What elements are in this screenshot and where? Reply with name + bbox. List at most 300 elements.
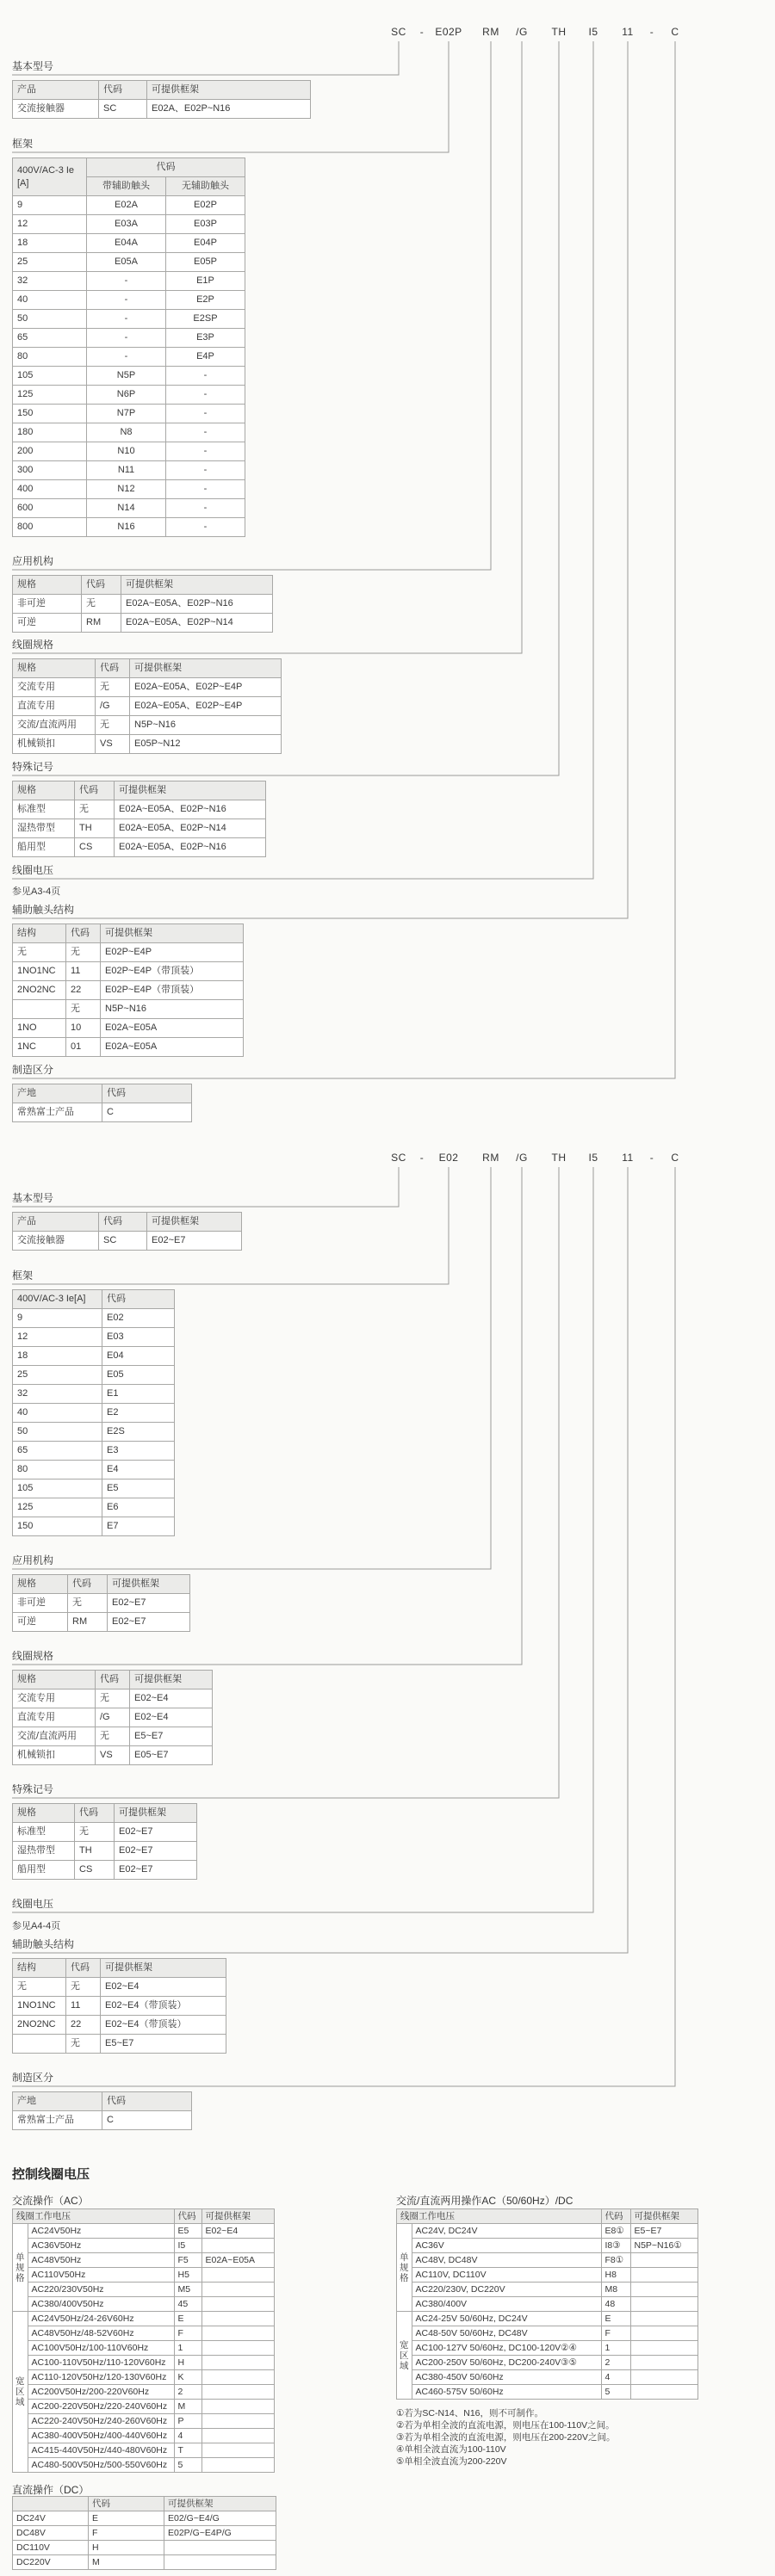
table-cell: E	[89, 2511, 164, 2526]
model-code-1	[0, 26, 775, 40]
table-cell: -	[166, 386, 245, 405]
aux-contact-table-1	[12, 924, 244, 1057]
table-row	[13, 1746, 213, 1765]
table-cell: C	[102, 2111, 192, 2130]
table-cell: -	[87, 329, 166, 348]
table-row	[13, 1404, 175, 1423]
table-cell: E02A~E05A、E02P~E4P	[130, 697, 282, 716]
column-header: 线圈工作电压	[13, 2209, 175, 2224]
table-row	[13, 405, 245, 423]
column-header: 代码	[66, 1959, 101, 1978]
table-row	[13, 1517, 175, 1536]
column-header: 可提供框架	[130, 1671, 213, 1690]
table-cell	[13, 1000, 66, 1019]
table-row	[13, 329, 245, 348]
table-row	[13, 1997, 226, 2016]
code-segment: RM	[482, 26, 499, 38]
table-cell: AC36V50Hz	[28, 2239, 174, 2253]
code-segment: C	[671, 1152, 679, 1164]
table-cell: /G	[96, 697, 130, 716]
section-manufacture-2	[12, 2072, 192, 2130]
table-cell	[202, 2400, 274, 2414]
table-cell: 4	[601, 2370, 630, 2385]
code-segment: I5	[588, 26, 598, 38]
table-cell: H5	[174, 2268, 202, 2283]
section-coil-voltage-1	[12, 864, 53, 879]
table-cell: 1NO	[13, 1019, 66, 1038]
table-cell: 交流接触器	[13, 1232, 99, 1251]
table-cell: E5	[174, 2224, 202, 2239]
table-cell: 湿热带型	[13, 1842, 75, 1861]
table-row	[397, 2356, 698, 2370]
column-header: 可提供框架	[121, 576, 273, 595]
table-cell: 2	[601, 2356, 630, 2370]
table-row	[13, 2312, 275, 2326]
table-cell: 无	[82, 595, 121, 614]
table-cell: 无	[13, 1978, 66, 1997]
table-cell: AC380-450V 50/60Hz	[412, 2370, 601, 2385]
table-cell: E02~E7	[147, 1232, 242, 1251]
table-cell: 交流接触器	[13, 100, 99, 119]
table-cell: AC200V50Hz/200-220V60Hz	[28, 2385, 174, 2400]
column-header: 代码	[174, 2209, 202, 2224]
section-title: 辅助触头结构	[12, 904, 75, 916]
column-header: 代码	[66, 924, 101, 943]
table-cell: 1NC	[13, 1038, 66, 1057]
table-cell: 01	[66, 1038, 101, 1057]
table-row	[13, 1347, 175, 1366]
table-cell: F	[174, 2326, 202, 2341]
table-cell: E05P~N12	[130, 735, 282, 754]
table-cell: 65	[13, 1442, 102, 1461]
table-cell: N6P	[87, 386, 166, 405]
table-cell: E1	[102, 1385, 175, 1404]
table-cell	[630, 2283, 698, 2297]
table-cell: 200	[13, 442, 87, 461]
table-cell	[202, 2341, 274, 2356]
table-cell: AC24V, DC24V	[412, 2224, 601, 2239]
table-cell: 直流专用	[13, 697, 96, 716]
table-row	[13, 1103, 192, 1122]
table-row	[13, 100, 311, 119]
table-row	[13, 2400, 275, 2414]
table-row	[13, 1842, 197, 1861]
table-cell: 400	[13, 480, 87, 499]
table-cell: 2NO2NC	[13, 981, 66, 1000]
table-cell: E05A	[87, 253, 166, 272]
table-cell: M5	[174, 2283, 202, 2297]
column-header: 代码	[82, 576, 121, 595]
table-cell	[630, 2370, 698, 2385]
table-cell: 18	[13, 1347, 102, 1366]
table-cell: 非可逆	[13, 595, 82, 614]
table-cell: 5	[174, 2458, 202, 2473]
section-application-2	[12, 1554, 190, 1632]
table-row	[13, 595, 273, 614]
table-cell: E5~E7	[630, 2224, 698, 2239]
table-cell	[630, 2297, 698, 2312]
table-cell: VS	[96, 735, 130, 754]
section-frame-1	[12, 138, 245, 537]
table-row	[13, 2429, 275, 2443]
table-cell: AC48V, DC48V	[412, 2253, 601, 2268]
table-cell: E02A~E05A	[101, 1019, 244, 1038]
table-cell: 45	[174, 2297, 202, 2312]
table-row	[13, 2414, 275, 2429]
table-cell: -	[87, 291, 166, 310]
table-cell	[13, 2035, 66, 2054]
table-cell: 船用型	[13, 838, 75, 857]
table-cell: 无	[66, 1000, 101, 1019]
application-table-2	[12, 1574, 190, 1632]
table-row	[13, 2526, 276, 2541]
table-row	[13, 2385, 275, 2400]
table-cell: -	[166, 442, 245, 461]
table-cell: -	[87, 348, 166, 367]
section-title: 应用机构	[12, 1554, 54, 1566]
table-cell: N5P	[87, 367, 166, 386]
table-cell: 48	[601, 2297, 630, 2312]
table-cell: E02A~E05A、E02P~N14	[115, 819, 266, 838]
table-cell: F	[601, 2326, 630, 2341]
table-cell: AC36V	[412, 2239, 601, 2253]
code-segment: I5	[588, 1152, 598, 1164]
column-header: 带辅助触头	[87, 177, 166, 196]
column-header: 代码	[68, 1575, 108, 1594]
column-header: 可提供框架	[147, 1213, 242, 1232]
column-header: 可提供框架	[115, 1804, 197, 1823]
table-row	[13, 1461, 175, 1480]
coil-voltage-ref-2: 参见A4-4页	[12, 1921, 61, 1931]
column-header: 结构	[13, 1959, 66, 1978]
table-cell: E02P~E4P	[101, 943, 244, 962]
table-cell: 32	[13, 272, 87, 291]
table-cell: AC48V50Hz	[28, 2253, 174, 2268]
table-row	[13, 943, 244, 962]
table-cell: N7P	[87, 405, 166, 423]
section-aux-contact-1	[12, 904, 244, 1057]
table-row	[397, 2312, 698, 2326]
section-special-mark-1	[12, 761, 266, 857]
basic-model-table-1	[12, 80, 311, 119]
table-row	[13, 1690, 213, 1708]
column-header: 产地	[13, 2092, 102, 2111]
table-cell: 无	[68, 1594, 108, 1613]
table-cell: E02A~E05A、E02P~N16	[115, 800, 266, 819]
table-cell	[630, 2268, 698, 2283]
table-cell: AC110V50Hz	[28, 2268, 174, 2283]
table-cell: AC24V50Hz	[28, 2224, 174, 2239]
table-row	[397, 2239, 698, 2253]
table-row	[13, 981, 244, 1000]
column-header: 线圈工作电压	[397, 2209, 602, 2224]
section-title: 制造区分	[12, 2072, 54, 2084]
table-row	[397, 2297, 698, 2312]
acdc-operation-table	[396, 2208, 698, 2400]
table-row	[13, 310, 245, 329]
table-cell: E4	[102, 1461, 175, 1480]
table-cell: 800	[13, 518, 87, 537]
table-cell: TH	[75, 1842, 115, 1861]
code-segment: -	[649, 1152, 654, 1164]
table-row	[13, 1385, 175, 1404]
table-cell: TH	[75, 819, 115, 838]
table-cell	[202, 2458, 274, 2473]
column-header: 无辅助触头	[166, 177, 245, 196]
table-cell: AC415-440V50Hz/440-480V60Hz	[28, 2443, 174, 2458]
dc-operation-table	[12, 2496, 276, 2570]
table-cell: -	[166, 499, 245, 518]
column-header: 产品	[13, 81, 99, 100]
section-title: 线圈电压	[12, 864, 54, 876]
table-cell: -	[166, 480, 245, 499]
table-cell: E02~E7	[115, 1861, 197, 1880]
table-cell: 交流专用	[13, 1690, 96, 1708]
table-row	[397, 2253, 698, 2268]
column-header	[13, 2497, 89, 2511]
table-row	[13, 2370, 275, 2385]
column-header: 可提供框架	[108, 1575, 190, 1594]
table-cell	[202, 2356, 274, 2370]
section-title: 应用机构	[12, 555, 54, 567]
table-cell	[202, 2370, 274, 2385]
table-row	[13, 1978, 226, 1997]
table-cell	[630, 2326, 698, 2341]
section-basic-model-2	[12, 1192, 242, 1251]
table-cell: E02A~E05A	[202, 2253, 274, 2268]
table-row	[13, 800, 266, 819]
table-cell: 80	[13, 1461, 102, 1480]
table-cell: AC100V50Hz/100-110V60Hz	[28, 2341, 174, 2356]
section-aux-contact-2	[12, 1938, 226, 2054]
table-cell	[202, 2268, 274, 2283]
table-cell: C	[102, 1103, 192, 1122]
table-cell: N5P~N16	[130, 716, 282, 735]
table-cell: AC100-127V 50/60Hz, DC100-120V②④	[412, 2341, 601, 2356]
section-application-1	[12, 555, 273, 633]
special-mark-table-2	[12, 1803, 197, 1880]
table-cell: 32	[13, 1385, 102, 1404]
table-cell: E8①	[601, 2224, 630, 2239]
table-cell: SC	[99, 1232, 147, 1251]
column-header: 可提供框架	[164, 2497, 276, 2511]
code-segment: RM	[482, 1152, 499, 1164]
table-cell: 4	[174, 2429, 202, 2443]
table-cell: 12	[13, 215, 87, 234]
table-row	[13, 1423, 175, 1442]
column-header: 代码	[96, 659, 130, 678]
table-cell	[202, 2239, 274, 2253]
table-cell: E02P/G~E4P/G	[164, 2526, 276, 2541]
column-header: 代码	[75, 1804, 115, 1823]
column-header: 400V/AC-3 Ie[A]	[13, 1290, 102, 1309]
section-title: 框架	[12, 1269, 34, 1282]
table-row	[13, 1727, 213, 1746]
section-title: 线圈电压	[12, 1898, 54, 1910]
section-special-mark-2	[12, 1783, 197, 1880]
table-cell: 12	[13, 1328, 102, 1347]
table-cell: E04P	[166, 234, 245, 253]
table-cell: CS	[75, 838, 115, 857]
table-row	[13, 461, 245, 480]
table-cell: 机械锁扣	[13, 1746, 96, 1765]
table-cell: 105	[13, 367, 87, 386]
table-cell: AC380-400V50Hz/400-440V60Hz	[28, 2429, 174, 2443]
table-cell: E04	[102, 1347, 175, 1366]
table-cell: AC380/400V	[412, 2297, 601, 2312]
table-cell	[202, 2312, 274, 2326]
table-cell: E02~E7	[108, 1613, 190, 1632]
table-cell: 交流/直流两用	[13, 716, 96, 735]
column-header: 代码	[75, 781, 115, 800]
group-label: 单规格	[397, 2224, 412, 2312]
table-cell: E5~E7	[101, 2035, 226, 2054]
note-line: ④单相全波直流为100-110V	[396, 2444, 506, 2455]
table-cell: H8	[601, 2268, 630, 2283]
table-cell: E02~E4	[130, 1708, 213, 1727]
table-cell: AC110-120V50Hz/120-130V60Hz	[28, 2370, 174, 2385]
ac-operation-table	[12, 2208, 275, 2473]
note-line: ②若为单相全波的直流电源，则电压在100-110V之间。	[396, 2420, 615, 2431]
table-row	[13, 819, 266, 838]
column-header: 代码	[89, 2497, 164, 2511]
column-header: 规格	[13, 576, 82, 595]
table-cell: F	[89, 2526, 164, 2541]
table-cell: N12	[87, 480, 166, 499]
code-segment: TH	[551, 1152, 567, 1164]
table-cell: AC380/400V50Hz	[28, 2297, 174, 2312]
table-cell: 无	[66, 2035, 101, 2054]
table-cell: F8①	[601, 2253, 630, 2268]
table-cell: 11	[66, 962, 101, 981]
note-line: ③若为单相全波的直流电源，则电压在200-220V之间。	[396, 2432, 616, 2443]
table-row	[13, 1708, 213, 1727]
table-cell: P	[174, 2414, 202, 2429]
table-row	[13, 678, 282, 697]
column-header: 可提供框架	[115, 781, 266, 800]
table-row	[13, 2443, 275, 2458]
table-row	[13, 1309, 175, 1328]
section-title: 制造区分	[12, 1064, 54, 1076]
table-cell: E02P	[166, 196, 245, 215]
table-cell: 船用型	[13, 1861, 75, 1880]
table-cell: CS	[75, 1861, 115, 1880]
dc-operation-title: 直流操作（DC）	[12, 2484, 90, 2496]
table-cell: E02~E7	[115, 1842, 197, 1861]
table-cell: 无	[66, 943, 101, 962]
table-cell	[202, 2283, 274, 2297]
table-cell: E05~E7	[130, 1746, 213, 1765]
table-cell: 22	[66, 2016, 101, 2035]
special-mark-table-1	[12, 781, 266, 857]
table-row	[13, 423, 245, 442]
code-segment: 11	[622, 26, 634, 38]
table-cell: 50	[13, 310, 87, 329]
table-cell: E02~E4	[101, 1978, 226, 1997]
ac-operation-title: 交流操作（AC）	[12, 2195, 89, 2207]
coil-spec-table-1	[12, 658, 282, 754]
table-cell: 11	[66, 1997, 101, 2016]
column-header: 代码	[99, 81, 147, 100]
table-row	[13, 838, 266, 857]
table-cell	[202, 2297, 274, 2312]
table-cell: E	[174, 2312, 202, 2326]
table-cell: 机械锁扣	[13, 735, 96, 754]
table-row	[13, 291, 245, 310]
table-cell: 180	[13, 423, 87, 442]
table-cell: 常熟富士产品	[13, 1103, 102, 1122]
table-row	[13, 1823, 197, 1842]
column-header: 代码	[96, 1671, 130, 1690]
table-cell: E02A~E05A、E02P~N14	[121, 614, 273, 633]
table-cell: K	[174, 2370, 202, 2385]
table-cell: 可逆	[13, 614, 82, 633]
column-header: 产品	[13, 1213, 99, 1232]
table-cell: -	[166, 461, 245, 480]
table-row	[13, 367, 245, 386]
table-cell: 标准型	[13, 1823, 75, 1842]
section-title: 线圈规格	[12, 639, 54, 651]
table-cell: VS	[96, 1746, 130, 1765]
table-row	[13, 442, 245, 461]
basic-model-table-2	[12, 1212, 242, 1251]
group-label: 宽区域	[13, 2312, 28, 2473]
table-cell: 600	[13, 499, 87, 518]
table-row	[13, 234, 245, 253]
table-cell: 22	[66, 981, 101, 1000]
code-segment: 11	[622, 1152, 634, 1164]
table-cell: 非可逆	[13, 1594, 68, 1613]
code-segment: SC	[391, 1152, 406, 1164]
table-cell: T	[174, 2443, 202, 2458]
table-row	[13, 196, 245, 215]
table-cell: N16	[87, 518, 166, 537]
code-segment: E02	[438, 1152, 459, 1164]
section-title: 框架	[12, 138, 34, 150]
table-cell: 10	[66, 1019, 101, 1038]
table-cell: RM	[68, 1613, 108, 1632]
table-cell: E04A	[87, 234, 166, 253]
code-segment: C	[671, 26, 679, 38]
table-cell: AC200-250V 50/60Hz, DC200-240V③⑤	[412, 2356, 601, 2370]
table-cell: -	[87, 272, 166, 291]
table-row	[13, 1232, 242, 1251]
table-cell: -	[166, 367, 245, 386]
table-cell: E02~E4	[202, 2224, 274, 2239]
acdc-operation-title: 交流/直流两用操作AC（50/60Hz）/DC	[396, 2195, 574, 2207]
column-header: 产地	[13, 1084, 102, 1103]
table-cell	[630, 2312, 698, 2326]
table-cell: E02~E4	[130, 1690, 213, 1708]
table-cell: 1	[601, 2341, 630, 2356]
control-coil-voltage-heading: 控制线圈电压	[12, 2167, 90, 2182]
manufacture-table-2	[12, 2091, 192, 2130]
table-cell: 50	[13, 1423, 102, 1442]
table-cell: E03A	[87, 215, 166, 234]
table-cell: E02A~E05A、E02P~N16	[115, 838, 266, 857]
table-cell: E02~E4（带顶装）	[101, 1997, 226, 2016]
table-row	[397, 2268, 698, 2283]
model-code-2	[0, 1152, 775, 1165]
table-cell: E3	[102, 1442, 175, 1461]
table-cell: E	[601, 2312, 630, 2326]
table-row	[13, 1038, 244, 1057]
table-row	[397, 2341, 698, 2356]
table-row	[13, 2297, 275, 2312]
table-row	[13, 499, 245, 518]
table-cell	[630, 2341, 698, 2356]
table-row	[13, 2356, 275, 2370]
